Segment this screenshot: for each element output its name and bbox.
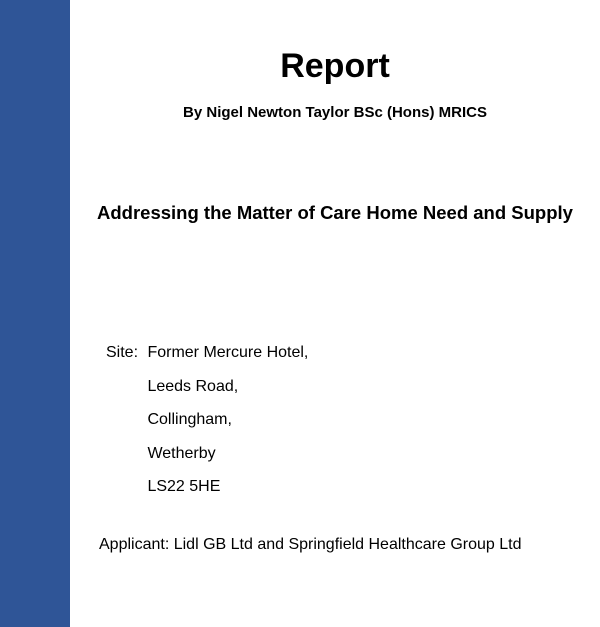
report-author: By Nigel Newton Taylor BSc (Hons) MRICS bbox=[183, 104, 487, 121]
site-address-line bbox=[106, 336, 308, 370]
site-address-line bbox=[106, 437, 308, 471]
site-address-line-4: Wetherby bbox=[147, 444, 216, 462]
site-address-line-3: Collingham, bbox=[147, 411, 232, 428]
site-address-line-2: Leeds Road, bbox=[147, 377, 239, 395]
site-address-line-5: LS22 5HE bbox=[147, 478, 221, 495]
site-address-line bbox=[106, 470, 308, 504]
site-address-line-1: Former Mercure Hotel, bbox=[147, 344, 309, 361]
report-title: Report bbox=[280, 47, 390, 85]
applicant-line: Applicant: Lidl GB Ltd and Springfield Healthcare Group Ltd bbox=[99, 536, 522, 553]
site-label: Site: bbox=[106, 344, 139, 361]
decorative-side-band bbox=[0, 0, 70, 627]
site-address-line bbox=[106, 370, 308, 404]
site-address-line bbox=[106, 403, 308, 437]
report-subject: Addressing the Matter of Care Home Need and Supply bbox=[97, 202, 573, 223]
site-address-block bbox=[106, 336, 308, 504]
